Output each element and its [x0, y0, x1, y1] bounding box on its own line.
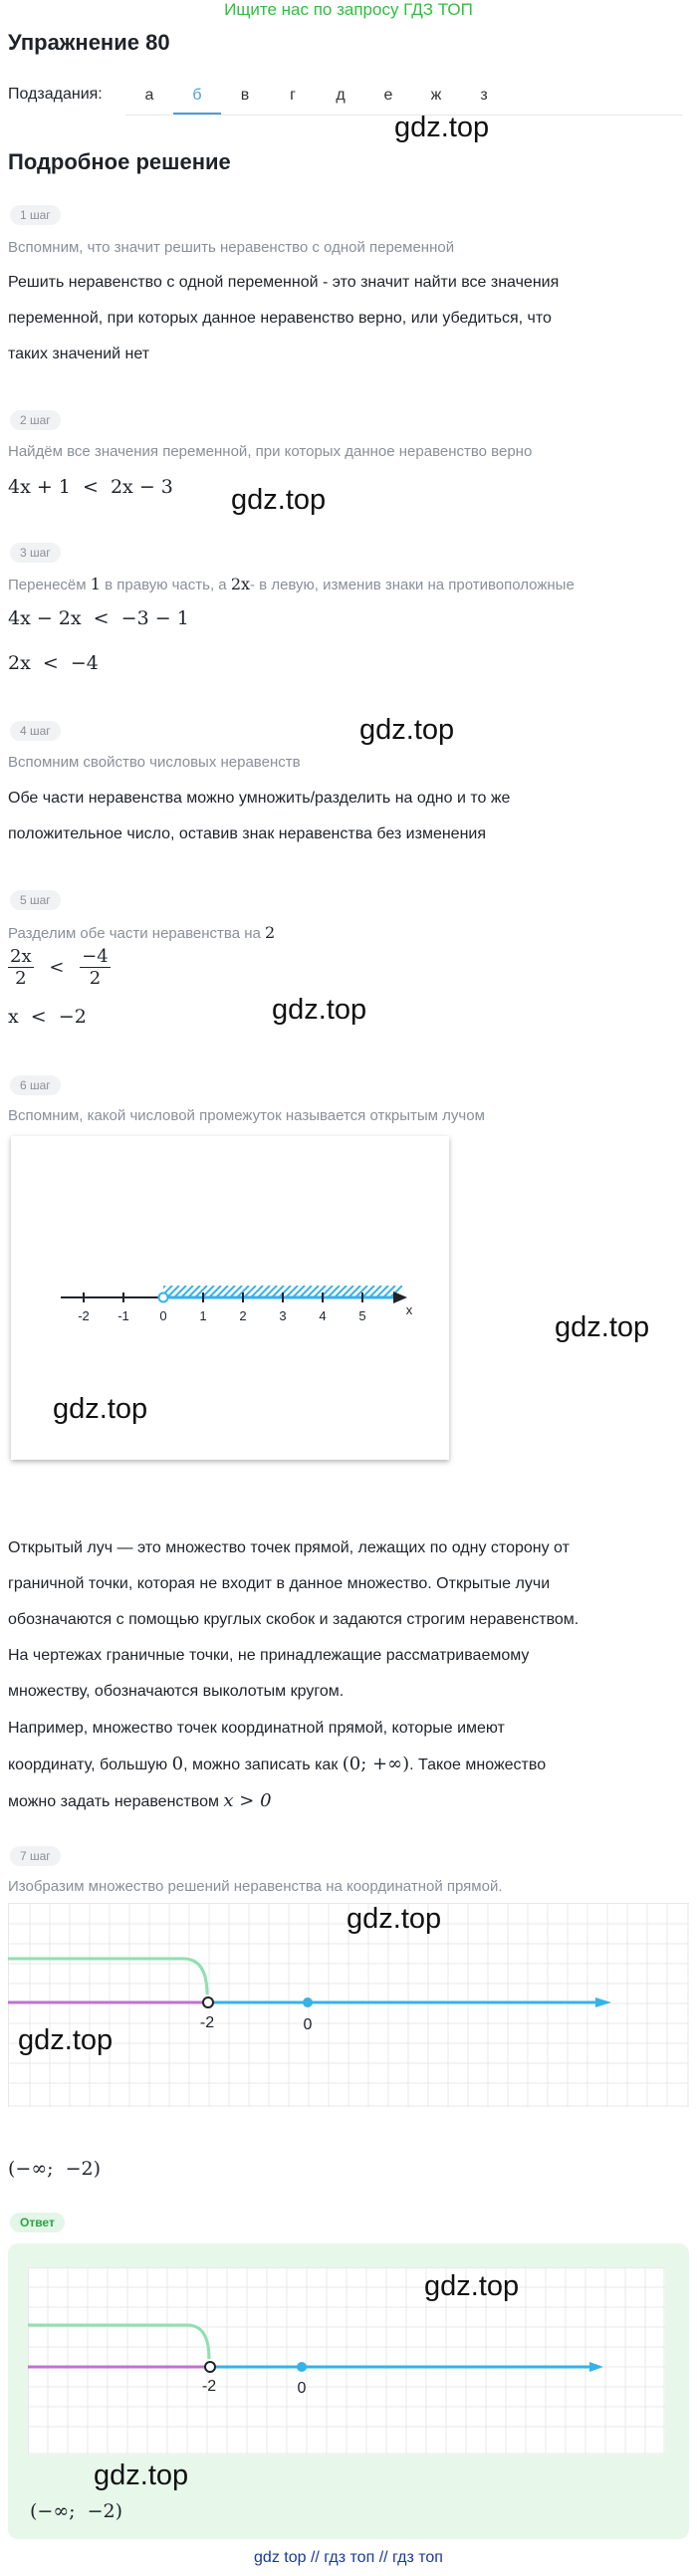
open-ray-definition — [8, 1530, 579, 1710]
step-7-hint: Изобразим множество решений неравенства на координатной прямой. — [8, 1878, 503, 1895]
tick-labels — [78, 1302, 413, 1323]
axis-arrow-icon — [589, 2362, 603, 2372]
answer-number-line-svg — [28, 2267, 665, 2455]
text-line: На чертежах граничные точки, не принадлежащие рассматриваемому — [8, 1647, 530, 1664]
tab-b[interactable]: б — [173, 80, 221, 115]
watermark: gdz.top — [394, 112, 490, 143]
watermark: gdz.top — [94, 2459, 189, 2491]
fraction-left: $\frac{2x}{2}$ — [10, 946, 32, 989]
axis-label: x — [405, 1302, 413, 1317]
watermark: gdz.top — [53, 1393, 148, 1425]
section-title: Подробное решение — [8, 149, 231, 174]
subtasks-label: Подзадания: — [8, 86, 103, 103]
step-badge-5: 5 шаг — [10, 890, 61, 910]
step-5-hint: Разделим обе части неравенства на 2 — [8, 923, 276, 942]
open-ray-figure — [11, 1136, 449, 1460]
text-line: таких значений нет — [8, 346, 150, 362]
text-line: положительное число, оставив знак неравенства без изменения — [8, 825, 487, 842]
text-line: переменной, при которых данное неравенство верно, или убедиться, что — [8, 310, 552, 327]
text-line: Обе части неравенства можно умножить/разделить на одно и то же — [8, 790, 511, 807]
watermark: gdz.top — [272, 994, 367, 1026]
tick-label: 0 — [159, 1308, 167, 1323]
step-7-interval: (−∞; −2) — [8, 2158, 102, 2180]
tick-label: -2 — [78, 1308, 90, 1323]
step-badge-4: 4 шаг — [10, 721, 61, 741]
top-banner[interactable]: Ищите нас по запросу ГДЗ ТОП — [224, 0, 473, 19]
subtask-tabs — [125, 80, 683, 116]
open-point-icon — [159, 1293, 168, 1302]
step-3-hint: Перенесём 1 в правую часть, а 2x- в левую, изменив знаки на противоположные — [8, 575, 575, 593]
step-3-math-2: 2x < −4 — [8, 652, 99, 674]
tick-label: 1 — [199, 1308, 207, 1323]
text-line: граничной точки, которая не входит в данное множество. Открытые лучи — [8, 1575, 551, 1592]
tick-label: -1 — [117, 1308, 129, 1323]
text-line: координату, большую 0, можно записать как (0; +∞). Такое множество — [8, 1754, 547, 1774]
answer-interval: (−∞; −2) — [30, 2500, 123, 2522]
open-point-icon — [203, 1997, 213, 2007]
answer-number-line — [28, 2267, 665, 2455]
zero-point-icon — [297, 2362, 307, 2372]
tab-a[interactable]: а — [144, 87, 154, 104]
tick-label: 2 — [239, 1308, 247, 1323]
solution-number-line — [8, 1903, 689, 2107]
tab-v[interactable]: в — [240, 87, 250, 104]
step-5-fraction-eq: $\frac{2x}{2}$ < $\frac{-4}{2}$ — [10, 946, 109, 989]
text-line: Решить неравенство с одной переменной - это значит найти все значения — [8, 274, 560, 291]
step-1-hint: Вспомним, что значит решить неравенство с одной переменной — [8, 239, 455, 256]
point-label: -2 — [199, 2014, 215, 2031]
text-line: Например, множество точек координатной прямой, которые имеют — [8, 1720, 505, 1737]
tab-g[interactable]: г — [290, 87, 296, 104]
step-badge-3: 3 шаг — [10, 543, 61, 563]
step-badge-6: 6 шаг — [10, 1075, 61, 1095]
step-6-hint: Вспомним, какой числовой промежуток называется открытым лучом — [8, 1107, 485, 1124]
answer-box — [8, 2243, 689, 2539]
page-title: Упражнение 80 — [8, 30, 170, 55]
open-ray-example — [8, 1711, 546, 1820]
tick-label: 4 — [319, 1308, 327, 1323]
step-4-text — [8, 781, 510, 852]
fraction-right: $\frac{-4}{2}$ — [82, 946, 109, 989]
watermark: gdz.top — [555, 1311, 650, 1343]
step-1-text — [8, 265, 559, 372]
axis-arrow-icon — [595, 1997, 611, 2007]
point-label: 0 — [297, 2380, 307, 2397]
tab-zh[interactable]: ж — [430, 87, 442, 104]
tick-label: 3 — [279, 1308, 287, 1323]
text-line: Открытый луч — это множество точек прямой, лежащих по одну сторону от — [8, 1539, 570, 1556]
tab-z[interactable]: з — [480, 87, 488, 104]
watermark: gdz.top — [18, 2024, 114, 2056]
step-badge-2: 2 шаг — [10, 410, 61, 430]
point-label: -2 — [201, 2378, 217, 2395]
point-label: 0 — [303, 2016, 313, 2033]
step-3-math-1: 4x − 2x < −3 − 1 — [8, 607, 189, 629]
text-line: множеству, обозначаются выколотым кругом. — [8, 1683, 345, 1700]
hatch-region — [153, 1286, 402, 1297]
tick-label: 5 — [358, 1308, 366, 1323]
footer-links[interactable]: gdz top // гдз топ // гдз топ — [254, 2549, 443, 2566]
step-2-math: 4x + 1 < 2x − 3 — [8, 476, 173, 498]
solution-arc — [28, 2325, 209, 2359]
watermark: gdz.top — [359, 714, 455, 746]
zero-point-icon — [303, 1997, 313, 2007]
open-point-icon — [205, 2362, 215, 2372]
step-badge-7: 7 шаг — [10, 1846, 61, 1866]
text-line: обозначаются с помощью круглых скобок и задаются строгим неравенством. — [8, 1611, 580, 1628]
step-2-hint: Найдём все значения переменной, при которых данное неравенство верно — [8, 443, 533, 460]
tab-e[interactable]: е — [383, 87, 393, 104]
watermark: gdz.top — [347, 1903, 442, 1935]
watermark: gdz.top — [231, 484, 327, 516]
step-5-math-2: x < −2 — [8, 1006, 87, 1028]
tab-d[interactable]: д — [336, 87, 346, 104]
step-4-hint: Вспомним свойство числовых неравенств — [8, 754, 301, 771]
watermark: gdz.top — [424, 2270, 520, 2302]
text-line: можно задать неравенством x > 0 — [8, 1790, 272, 1811]
step-badge-1: 1 шаг — [10, 205, 61, 225]
answer-badge: Ответ — [10, 2213, 65, 2232]
grid — [28, 2267, 665, 2455]
